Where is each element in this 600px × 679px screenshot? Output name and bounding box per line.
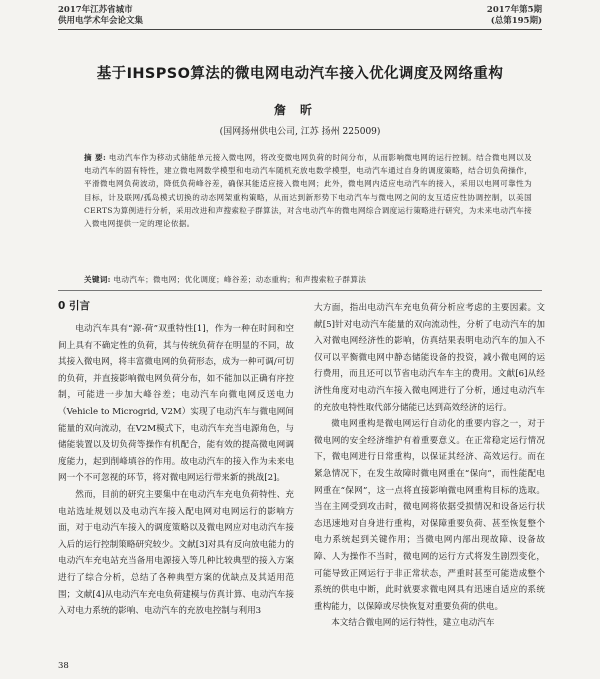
- keywords: [84, 273, 532, 286]
- journal-subtitle: 供用电学术年会论文集: [58, 16, 144, 26]
- total-issue-number: (总第195期): [490, 16, 542, 26]
- paper-title: 基于IHSPSO算法的微电网电动汽车接入优化调度及网络重构: [96, 66, 504, 82]
- running-header-right: [487, 5, 542, 27]
- body-paragraph: 电动汽车具有“源-荷”双重特性[1]，作为一种在时间和空间上具有不确定性的负荷，其与传统负荷存在明显的不同，故其接入微电网，将丰富微电网的负荷形态，成为一种可调/可切的负荷，并直接影响微电网负荷分布，如不能加以正确有序控制，可能进一步加大峰谷差；电动汽车向微电网反送电力（Vehicle to Microgrid, V2M）实现了电动汽车与微电网间能量的双向流动，在V2M模式下，电动汽车充当电源角色，与储能装置以及切负荷等操作有机配合，能有效的提高微电网调度能力，起到削峰填谷的作用。故电动汽车的接入作为未来电网一个不可忽视的环节，将对微电网运行带来新的挑战[2]。: [58, 324, 294, 484]
- keywords-text: 电动汽车；微电网；优化调度；峰谷差；动态重构；和声搜索粒子群算法: [113, 275, 367, 284]
- issue-number: 2017年第5期: [486, 5, 542, 15]
- body-column-left: [58, 298, 294, 620]
- header-rule: [58, 29, 542, 30]
- abstract-label: 摘 要:: [84, 153, 107, 162]
- running-header-left: [58, 5, 143, 27]
- abstract: [84, 151, 532, 230]
- body-column-right: [314, 300, 545, 632]
- author-name: 詹昕: [273, 103, 326, 117]
- abstract-text: 电动汽车作为移动式储能单元接入微电网，将改变微电网负荷的时间分布，从而影响微电网的运行控制。结合微电网以及电动汽车的固有特性，建立微电网数学模型和电动汽车随机充放电数学模型，电动汽车通过自身的调度策略，结合切负荷操作，平滑微电网负荷波动，降低负荷峰谷差，确保其能适应接入微电网；此外，微电网内适应电动汽车的接入，采用以电网可靠性为目标，计及联网/孤岛模式切换的动态网架重构策略，从而达到新形势下电动汽车与微电网之间的友互适应性协调控制，以美国CERTS为算例进行分析，采用改进和声搜索粒子群算法，对含电动汽车的微电网综合调度运行策略进行研究，为未来电动汽车接入微电网提供一定的理论依据。: [84, 153, 532, 229]
- body-paragraph: 然而，目前的研究主要集中在电动汽车充电负荷特性、充电站选址规划以及电动汽车接入配电网对电网运行的影响方面，对于电动汽车接入的调度策略以及微电网应对电动汽车接入后的运行控制策略研究较少。文献[3]对具有反向放电能力的电动汽车充电站充当备用电源接入等几种比较典型的接入方案进行了综合分析，总结了各种典型方案的优缺点及其适用范围；文献[4]从电动汽车充电负荷建模与仿真计算、电动汽车接入对电力系统的影响、电动汽车的充放电控制与利用3: [58, 489, 294, 617]
- body-paragraph: 本文结合微电网的运行特性，建立电动汽车: [331, 618, 495, 629]
- body-paragraph: 大方面，指出电动汽车充电负荷分析应考虑的主要因素。文献[5]针对电动汽车能量的双向流动性，分析了电动汽车的加入对微电网经济性的影响，仿真结果表明电动汽车的加入不仅可以平衡微电网中静态储能设备的投资，减小微电网的运行费用，而且还可以节省电动汽车车主的费用。文献[6]从经济性角度对电动汽车接入微电网进行了分析，通过电动汽车的充放电特性取代部分储能已达到高效经济的运行。: [314, 303, 545, 413]
- page-number: 38: [58, 661, 69, 671]
- author-affiliation: (国网扬州供电公司, 江苏 扬州 225009): [219, 127, 381, 137]
- abstract-divider: [58, 290, 542, 291]
- keywords-label: 关键词:: [84, 275, 111, 284]
- body-paragraph: 微电网重构是微电网运行自动化的重要内容之一，对于微电网的安全经济维护有着重要意义。在正常稳定运行情况下，微电网进行日常重构，以保证其经济、高效运行。而在紧急情况下，在发生故障时微电网重在“保向”，而性能配电网重在“保网”，这一点将直接影响微电网重构目标的选取。当在主网受到攻击时，微电网将依据受损情况和设备运行状态迅速地对自身进行重构，对保障重要负荷、甚至恢复整个电力系统起到关键作用；当微电网内部出现故障、设备故障、人为操作不当时，微电网的运行方式将发生剧烈变化，可能导致正网运行于非正常状态，严重时甚至可能造成整个系统的供电中断，此时就要求微电网具有迅速自适应的系统重构能力，以保障或尽快恢复对重要负荷的供电。: [314, 419, 545, 612]
- journal-name: 2017年江苏省城市: [58, 5, 133, 15]
- section-heading-introduction: 0 引言: [58, 300, 90, 312]
